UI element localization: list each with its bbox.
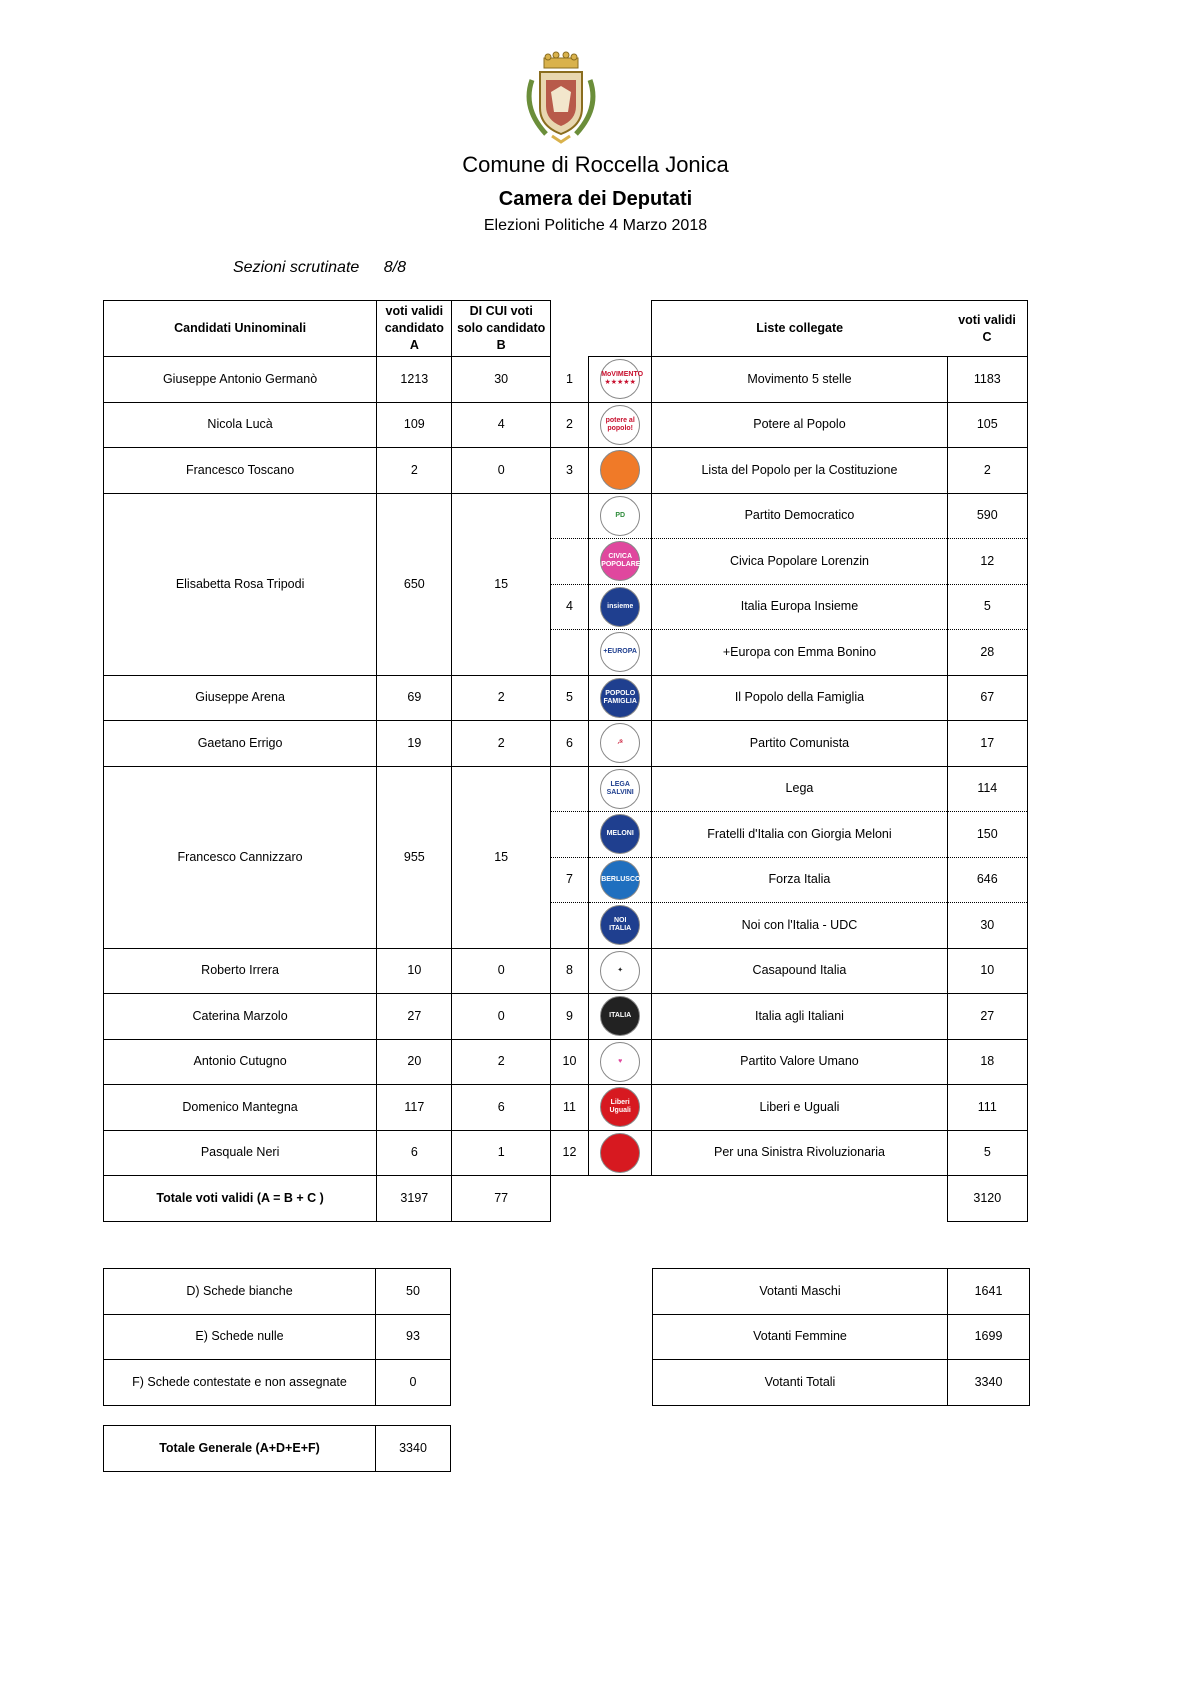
- voti-c: 1183: [947, 357, 1027, 403]
- candidate-name: Antonio Cutugno: [104, 1039, 377, 1085]
- votanti-value: 1699: [948, 1314, 1030, 1360]
- voti-c: 2: [947, 448, 1027, 494]
- list-number: 1: [550, 357, 588, 403]
- list-number: [550, 903, 588, 949]
- list-logo-cell: [589, 1039, 652, 1085]
- italia-agli-italiani-logo: [600, 996, 640, 1036]
- list-number: 2: [550, 402, 588, 448]
- voti-c: 27: [947, 994, 1027, 1040]
- list-name: Lista del Popolo per la Costituzione: [652, 448, 947, 494]
- voti-a: 109: [377, 402, 452, 448]
- list-logo-cell: [589, 493, 652, 539]
- list-logo-cell: [589, 1085, 652, 1131]
- voti-c: 590: [947, 493, 1027, 539]
- list-number: 12: [550, 1130, 588, 1176]
- insieme-logo: [600, 587, 640, 627]
- logo-mark: POPOLO FAMIGLIA: [603, 689, 637, 705]
- voti-a: 6: [377, 1130, 452, 1176]
- list-logo-cell: [589, 812, 652, 858]
- civica-popolare-logo: [600, 541, 640, 581]
- list-logo-cell: [589, 857, 652, 903]
- list-name: Il Popolo della Famiglia: [652, 675, 947, 721]
- voti-a: 10: [377, 948, 452, 994]
- total-c: 3120: [947, 1176, 1027, 1222]
- pd-logo: [600, 496, 640, 536]
- voti-a: 19: [377, 721, 452, 767]
- list-logo-cell: [589, 1130, 652, 1176]
- schede-table: [103, 1268, 451, 1406]
- schede-row: [104, 1314, 451, 1360]
- table-row: [104, 1039, 1028, 1085]
- voti-c: 12: [947, 539, 1027, 585]
- piu-europa-logo: [600, 632, 640, 672]
- logo-mark: potere al popolo!: [605, 416, 635, 432]
- list-name: Liberi e Uguali: [652, 1085, 947, 1131]
- sezioni-value: 8/8: [383, 259, 406, 276]
- candidate-name: Roberto Irrera: [104, 948, 377, 994]
- totale-generale-label: Totale Generale (A+D+E+F): [104, 1426, 376, 1472]
- list-name: Italia Europa Insieme: [652, 584, 947, 630]
- total-blank: [589, 1176, 652, 1222]
- list-logo-cell: [589, 948, 652, 994]
- header-voti-a-line2: candidato: [384, 321, 444, 335]
- voti-c: 67: [947, 675, 1027, 721]
- voti-c: 646: [947, 857, 1027, 903]
- list-logo-cell: [589, 994, 652, 1040]
- logo-mark: BERLUSCONI: [601, 875, 648, 883]
- voti-b: 30: [452, 357, 550, 403]
- votanti-row: [653, 1360, 1030, 1406]
- header-voti-c-line1: voti validi: [958, 312, 1016, 327]
- header-lists: Liste collegate: [652, 301, 947, 357]
- voti-b: 2: [452, 721, 550, 767]
- table-row: [104, 721, 1028, 767]
- schede-value: 93: [376, 1314, 451, 1360]
- logo-mark: MELONI: [606, 830, 634, 838]
- logo-mark: CIVICA POPOLARE: [601, 553, 641, 569]
- schede-row: [104, 1360, 451, 1406]
- voti-c: 28: [947, 630, 1027, 676]
- list-number: [550, 766, 588, 812]
- candidate-name: Nicola Lucà: [104, 402, 377, 448]
- voti-a: 650: [377, 493, 452, 675]
- list-number: 10: [550, 1039, 588, 1085]
- voti-a: 2: [377, 448, 452, 494]
- candidate-name: Pasquale Neri: [104, 1130, 377, 1176]
- table-row: [104, 357, 1028, 403]
- list-name: Lega: [652, 766, 947, 812]
- voti-b: 15: [452, 493, 550, 675]
- fdi-logo: [600, 814, 640, 854]
- list-number: 11: [550, 1085, 588, 1131]
- m5s-logo: [600, 359, 644, 399]
- list-name: +Europa con Emma Bonino: [652, 630, 947, 676]
- header-voti-a-line3: A: [409, 338, 419, 352]
- lega-logo: [600, 769, 640, 809]
- voti-a: 20: [377, 1039, 452, 1085]
- totale-generale-value: 3340: [376, 1426, 451, 1472]
- voti-b: 2: [452, 1039, 550, 1085]
- list-number: 3: [550, 448, 588, 494]
- logo-mark: NOI ITALIA: [609, 917, 632, 933]
- voti-c: 5: [947, 1130, 1027, 1176]
- partito-comunista-logo: [600, 723, 640, 763]
- total-b: 77: [452, 1176, 550, 1222]
- table-row: [104, 675, 1028, 721]
- voti-c: 105: [947, 402, 1027, 448]
- logo-mark: +EUROPA: [603, 648, 637, 656]
- voti-b: 0: [452, 948, 550, 994]
- header-voti-b-line3: B: [496, 338, 506, 352]
- votanti-label: Votanti Maschi: [653, 1269, 948, 1315]
- forza-italia-logo: [600, 860, 648, 900]
- logo-mark: LEGA SALVINI: [606, 780, 634, 796]
- voti-b: 0: [452, 994, 550, 1040]
- list-number: [550, 812, 588, 858]
- list-number: 7: [550, 857, 588, 903]
- logo-mark: PD: [615, 511, 626, 519]
- list-name: Per una Sinistra Rivoluzionaria: [652, 1130, 947, 1176]
- town-title: Comune di Roccella Jonica: [462, 152, 729, 177]
- header-voti-c: [947, 301, 1027, 357]
- voti-c: 18: [947, 1039, 1027, 1085]
- table-row: [104, 994, 1028, 1040]
- chamber-title: Camera dei Deputati: [498, 188, 693, 210]
- logo-mark: insieme: [607, 602, 634, 610]
- election-subtitle: Elezioni Politiche 4 Marzo 2018: [483, 217, 708, 234]
- total-label: Totale voti validi (A = B + C ): [104, 1176, 377, 1222]
- candidate-name: Giuseppe Arena: [104, 675, 377, 721]
- list-logo-cell: [589, 539, 652, 585]
- voti-a: 117: [377, 1085, 452, 1131]
- header-voti-a-line1: voti validi: [385, 304, 444, 318]
- list-name: Partito Democratico: [652, 493, 947, 539]
- logo-mark: MoVIMENTO ★★★★★: [601, 371, 644, 387]
- list-name: Fratelli d'Italia con Giorgia Meloni: [652, 812, 947, 858]
- voti-b: 15: [452, 766, 550, 948]
- list-number: 5: [550, 675, 588, 721]
- potere-al-popolo-logo: [600, 405, 640, 445]
- header-voti-b: [452, 301, 550, 357]
- candidate-name: Francesco Cannizzaro: [104, 766, 377, 948]
- logo-mark: ✦: [617, 966, 624, 974]
- header-blank-logo: [589, 301, 652, 357]
- voti-b: 0: [452, 448, 550, 494]
- list-name: Partito Comunista: [652, 721, 947, 767]
- list-number: [550, 630, 588, 676]
- candidate-name: Caterina Marzolo: [104, 994, 377, 1040]
- list-name: Forza Italia: [652, 857, 947, 903]
- candidate-name: Francesco Toscano: [104, 448, 377, 494]
- sezioni-label: Sezioni scrutinate: [233, 259, 360, 276]
- voti-c: 17: [947, 721, 1027, 767]
- voti-a: 27: [377, 994, 452, 1040]
- list-name: Italia agli Italiani: [652, 994, 947, 1040]
- voti-c: 114: [947, 766, 1027, 812]
- list-logo-cell: [589, 766, 652, 812]
- schede-value: 50: [376, 1269, 451, 1315]
- votanti-row: [653, 1269, 1030, 1315]
- voti-b: 2: [452, 675, 550, 721]
- schede-label: E) Schede nulle: [104, 1314, 376, 1360]
- candidate-name: Giuseppe Antonio Germanò: [104, 357, 377, 403]
- totale-generale-table: [103, 1425, 451, 1472]
- list-number: 9: [550, 994, 588, 1040]
- logo-mark: ITALIA: [609, 1012, 632, 1020]
- voti-c: 111: [947, 1085, 1027, 1131]
- voti-c: 10: [947, 948, 1027, 994]
- total-blank: [652, 1176, 947, 1222]
- voti-c: 30: [947, 903, 1027, 949]
- sinistra-rivoluzionaria-logo: [600, 1133, 640, 1173]
- popolo-famiglia-logo: [600, 678, 640, 718]
- list-name: Movimento 5 stelle: [652, 357, 947, 403]
- sezioni-scrutinate: [233, 259, 406, 277]
- voti-b: 6: [452, 1085, 550, 1131]
- valore-umano-logo: [600, 1042, 640, 1082]
- lista-del-popolo-logo: [600, 450, 640, 490]
- list-logo-cell: [589, 584, 652, 630]
- voti-a: 1213: [377, 357, 452, 403]
- town-crest-logo: [518, 52, 604, 144]
- voti-c: 5: [947, 584, 1027, 630]
- table-row: [104, 766, 1028, 812]
- schede-label: D) Schede bianche: [104, 1269, 376, 1315]
- list-number: 8: [550, 948, 588, 994]
- table-row: [104, 448, 1028, 494]
- total-blank: [550, 1176, 588, 1222]
- list-name: Civica Popolare Lorenzin: [652, 539, 947, 585]
- voti-a: 69: [377, 675, 452, 721]
- voti-c: 150: [947, 812, 1027, 858]
- candidate-name: Elisabetta Rosa Tripodi: [104, 493, 377, 675]
- list-name: Potere al Popolo: [652, 402, 947, 448]
- votanti-label: Votanti Femmine: [653, 1314, 948, 1360]
- header-candidates: Candidati Uninominali: [104, 301, 377, 357]
- voti-a: 955: [377, 766, 452, 948]
- header-voti-b-line2: solo candidato: [457, 321, 546, 335]
- list-logo-cell: [589, 675, 652, 721]
- votanti-value: 1641: [948, 1269, 1030, 1315]
- logo-mark: ☭: [617, 739, 624, 747]
- votanti-table: [652, 1268, 1030, 1406]
- totals-row: [104, 1176, 1028, 1222]
- list-name: Casapound Italia: [652, 948, 947, 994]
- list-number: [550, 539, 588, 585]
- list-logo-cell: [589, 630, 652, 676]
- header-voti-b-line1: DI CUI voti: [469, 304, 533, 318]
- list-logo-cell: [589, 402, 652, 448]
- list-logo-cell: [589, 448, 652, 494]
- candidate-name: Gaetano Errigo: [104, 721, 377, 767]
- header-voti-c-line2: C: [982, 329, 992, 344]
- table-header-row: [104, 301, 1028, 357]
- results-table: [103, 300, 1028, 1222]
- table-row: [104, 493, 1028, 539]
- list-number: 4: [550, 584, 588, 630]
- schede-value: 0: [376, 1360, 451, 1406]
- header-voti-a: [377, 301, 452, 357]
- voti-b: 1: [452, 1130, 550, 1176]
- schede-label: F) Schede contestate e non assegnate: [104, 1360, 376, 1406]
- list-name: Noi con l'Italia - UDC: [652, 903, 947, 949]
- totale-generale-row: [104, 1426, 451, 1472]
- table-row: [104, 1130, 1028, 1176]
- list-number: 6: [550, 721, 588, 767]
- table-row: [104, 402, 1028, 448]
- header-blank-n: [550, 301, 588, 357]
- candidate-name: Domenico Mantegna: [104, 1085, 377, 1131]
- logo-mark: ♥: [618, 1057, 623, 1065]
- list-logo-cell: [589, 721, 652, 767]
- list-name: Partito Valore Umano: [652, 1039, 947, 1085]
- votanti-label: Votanti Totali: [653, 1360, 948, 1406]
- list-logo-cell: [589, 903, 652, 949]
- list-logo-cell: [589, 357, 652, 403]
- leu-logo: [600, 1087, 640, 1127]
- logo-mark: Liberi Uguali: [609, 1099, 631, 1115]
- table-row: [104, 948, 1028, 994]
- total-a: 3197: [377, 1176, 452, 1222]
- schede-row: [104, 1269, 451, 1315]
- votanti-row: [653, 1314, 1030, 1360]
- table-row: [104, 1085, 1028, 1131]
- list-number: [550, 493, 588, 539]
- casapound-logo: [600, 951, 640, 991]
- voti-b: 4: [452, 402, 550, 448]
- noi-con-italia-logo: [600, 905, 640, 945]
- votanti-value: 3340: [948, 1360, 1030, 1406]
